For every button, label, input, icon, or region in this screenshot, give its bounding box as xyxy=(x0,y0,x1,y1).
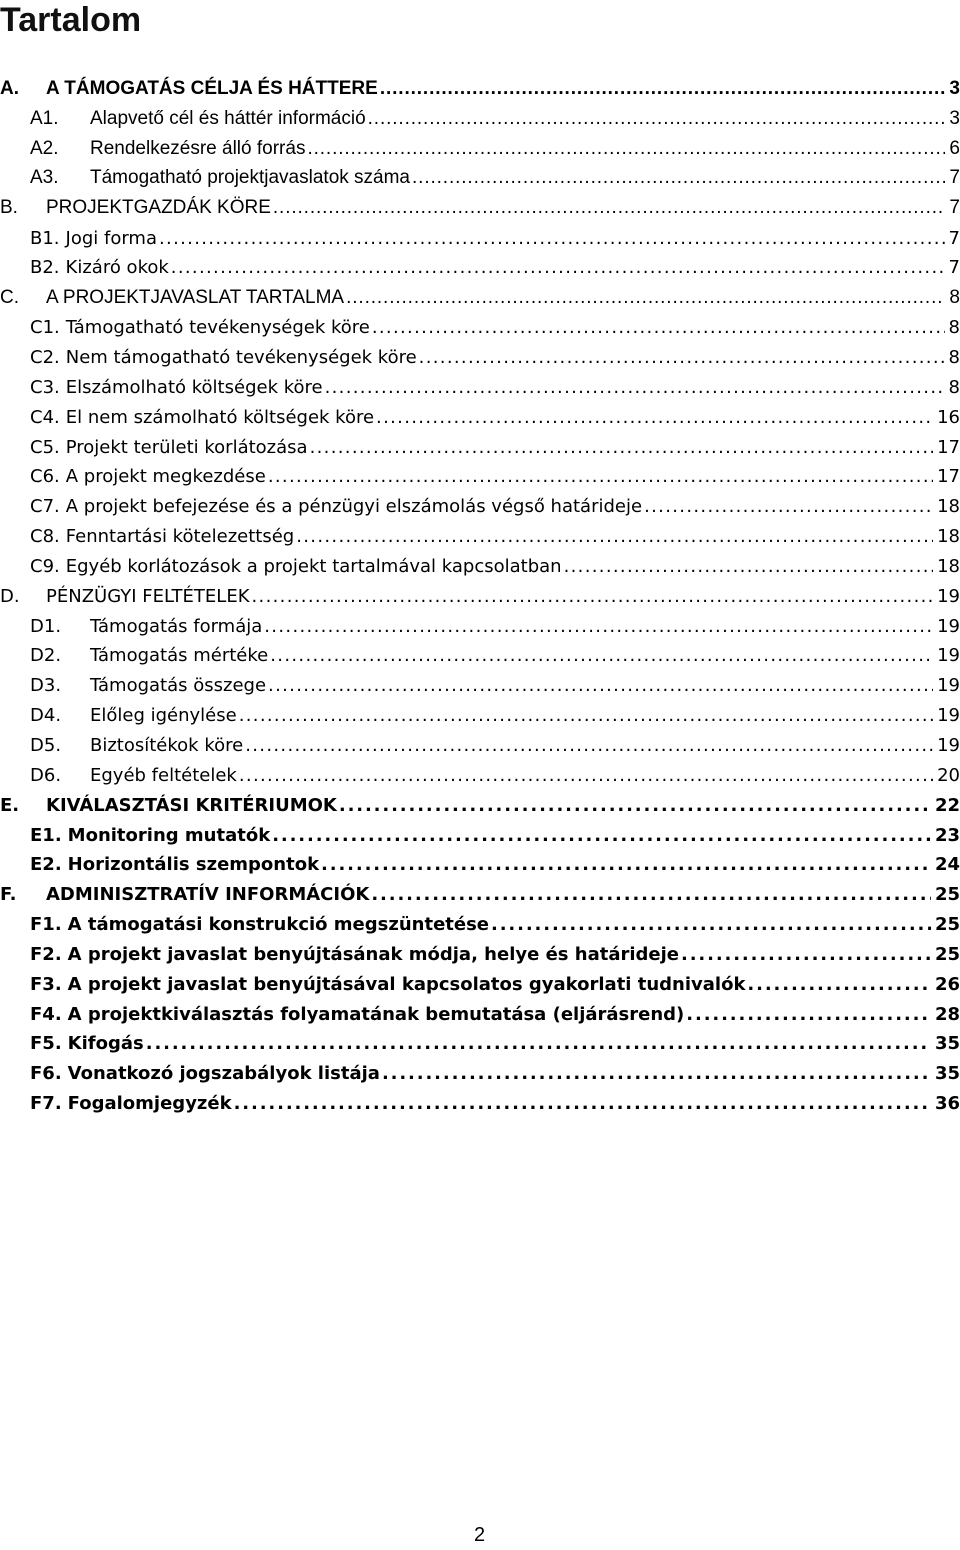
toc-entry-title: Vonatkozó jogszabályok listája xyxy=(67,1063,380,1085)
toc-entry-page: 3 xyxy=(949,77,960,99)
toc-entry-code: E. xyxy=(0,794,20,816)
toc-entry-page: 22 xyxy=(934,794,960,816)
toc-entry[interactable] xyxy=(0,731,960,761)
toc-entry-code: D5. xyxy=(30,734,62,756)
toc-entry-code: F3. xyxy=(30,973,62,995)
toc-entry-page: 8 xyxy=(948,347,960,369)
toc-entry-title: KIVÁLASZTÁSI KRITÉRIUMOK xyxy=(46,794,337,816)
toc-entry-page: 7 xyxy=(949,197,960,219)
toc-dot-leader xyxy=(412,167,945,189)
toc-entry-page: 28 xyxy=(934,1003,960,1025)
toc-entry-title: A projekt javaslat benyújtásának módja, helye és határideje xyxy=(67,943,679,965)
toc-dot-leader xyxy=(321,854,931,875)
toc-entry[interactable] xyxy=(0,760,960,790)
toc-entry[interactable] xyxy=(0,402,960,432)
toc-entry-title: A projektkiválasztás folyamatának bemutatása (eljárásrend) xyxy=(67,1003,685,1025)
toc-dot-leader xyxy=(325,377,945,398)
toc-entry-code: A1. xyxy=(30,107,59,129)
toc-entry-title: Biztosítékok köre xyxy=(90,734,244,756)
toc-entry-code: F6. xyxy=(30,1063,62,1085)
toc-dot-leader xyxy=(239,705,933,726)
toc-entry[interactable] xyxy=(0,372,960,402)
toc-dot-leader xyxy=(564,556,934,577)
toc-entry-title: Fogalomjegyzék xyxy=(67,1093,232,1115)
toc-entry-page: 7 xyxy=(948,257,960,279)
toc-entry-title: PROJEKTGAZDÁK KÖRE xyxy=(46,197,271,219)
toc-entry-title: Kifogás xyxy=(67,1033,144,1055)
toc-entry[interactable] xyxy=(0,790,960,820)
toc-entry-title: A projekt javaslat benyújtásával kapcsolatos gyakorlati tudnivalók xyxy=(67,973,746,995)
toc-entry-page: 25 xyxy=(934,943,960,965)
toc-entry-title: Támogatható projektjavaslatok száma xyxy=(90,167,410,189)
toc-entry[interactable] xyxy=(0,850,960,880)
toc-entry-code: C5. xyxy=(30,436,60,458)
toc-dot-leader xyxy=(380,78,946,100)
toc-entry-title: PÉNZÜGYI FELTÉTELEK xyxy=(46,585,250,607)
toc-dot-leader xyxy=(252,586,934,607)
toc-dot-leader xyxy=(272,825,931,846)
toc-entry[interactable] xyxy=(0,223,960,253)
toc-entry-page: 19 xyxy=(937,585,960,607)
toc-entry-page: 16 xyxy=(937,406,960,428)
toc-dot-leader xyxy=(268,675,933,696)
toc-entry[interactable] xyxy=(0,313,960,343)
toc-entry-page: 24 xyxy=(934,854,960,876)
toc-entry-page: 18 xyxy=(937,526,960,548)
toc-entry-page: 26 xyxy=(934,973,960,995)
toc-dot-leader xyxy=(382,1063,931,1084)
toc-entry[interactable] xyxy=(0,432,960,462)
toc-entry-title: A projekt megkezdése xyxy=(65,466,266,488)
toc-entry[interactable] xyxy=(0,1029,960,1059)
toc-entry[interactable] xyxy=(0,134,960,164)
toc-entry-code: D. xyxy=(0,585,20,607)
toc-entry[interactable] xyxy=(0,611,960,641)
toc-entry-code: C3. xyxy=(30,376,60,398)
toc-dot-leader xyxy=(368,108,946,130)
toc-entry-page: 19 xyxy=(937,675,960,697)
toc-entry-page: 8 xyxy=(948,317,960,339)
toc-entry-page: 17 xyxy=(937,466,960,488)
toc-dot-leader xyxy=(419,347,945,368)
toc-entry[interactable] xyxy=(0,939,960,969)
toc-entry-code: D4. xyxy=(30,705,62,727)
toc-entry-title: Nem támogatható tevékenységek köre xyxy=(65,347,417,369)
toc-entry-page: 35 xyxy=(934,1033,960,1055)
toc-entry-title: Támogatás formája xyxy=(90,615,263,637)
toc-entry-code: C9. xyxy=(30,555,60,577)
toc-entry[interactable] xyxy=(0,1059,960,1089)
toc-entry-code: B1. xyxy=(30,227,60,249)
toc-entry-code: A. xyxy=(0,77,19,99)
toc-dot-leader xyxy=(681,944,931,965)
toc-entry-title: Projekt területi korlátozása xyxy=(65,436,308,458)
toc-dot-leader xyxy=(264,616,933,637)
toc-dot-leader xyxy=(310,437,934,458)
toc-entry-page: 18 xyxy=(937,496,960,518)
toc-entry-page: 36 xyxy=(934,1093,960,1115)
toc-entry[interactable] xyxy=(0,999,960,1029)
toc-entry[interactable] xyxy=(0,641,960,671)
toc-entry-code: D1. xyxy=(30,615,62,637)
toc-dot-leader xyxy=(686,1004,931,1025)
toc-entry-code: C. xyxy=(0,286,19,308)
toc-dot-leader xyxy=(339,795,931,816)
toc-entry-code: F5. xyxy=(30,1033,62,1055)
toc-entry[interactable] xyxy=(0,522,960,552)
toc-dot-leader xyxy=(307,138,945,160)
toc-entry-code: A3. xyxy=(30,167,59,189)
toc-entry-code: F. xyxy=(0,884,17,906)
toc-entry-code: E2. xyxy=(30,854,62,876)
toc-dot-leader xyxy=(245,735,933,756)
toc-dot-leader xyxy=(296,526,933,547)
toc-entry-code: C6. xyxy=(30,466,60,488)
toc-entry-code: C2. xyxy=(30,347,60,369)
toc-entry-page: 25 xyxy=(934,884,960,906)
toc-entry-page: 23 xyxy=(934,824,960,846)
toc-entry-title: Horizontális szempontok xyxy=(67,854,320,876)
toc-dot-leader xyxy=(346,287,945,309)
toc-dot-leader xyxy=(234,1093,931,1114)
toc-entry[interactable] xyxy=(0,910,960,940)
toc-entry[interactable] xyxy=(0,880,960,910)
toc-entry-code: F7. xyxy=(30,1093,62,1115)
toc-dot-leader xyxy=(371,884,931,905)
toc-entry[interactable] xyxy=(0,820,960,850)
toc-dot-leader xyxy=(146,1033,931,1054)
toc-dot-leader xyxy=(372,317,945,338)
toc-entry-title: Elszámolható költségek köre xyxy=(65,376,323,398)
toc-entry-title: A támogatási konstrukció megszüntetése xyxy=(67,914,490,936)
toc-entry-title: A TÁMOGATÁS CÉLJA ÉS HÁTTERE xyxy=(46,77,378,99)
toc-entry-page: 19 xyxy=(937,705,960,727)
toc-entry-code: D2. xyxy=(30,645,62,667)
toc-entry[interactable] xyxy=(0,492,960,522)
toc-entry[interactable] xyxy=(0,74,960,104)
toc-entry-code: F2. xyxy=(30,943,62,965)
toc-entry-title: Egyéb korlátozások a projekt tartalmával kapcsolatban xyxy=(65,555,562,577)
toc-entry[interactable] xyxy=(0,701,960,731)
toc-entry-code: B. xyxy=(0,197,18,219)
toc-dot-leader xyxy=(376,407,933,428)
toc-entry-page: 7 xyxy=(949,167,960,189)
toc-entry-code: D3. xyxy=(30,675,62,697)
toc-entry-code: A2. xyxy=(30,137,59,159)
toc-dot-leader xyxy=(159,228,945,249)
toc-entry-page: 19 xyxy=(937,734,960,756)
toc-entry-page: 3 xyxy=(949,107,960,129)
toc-entry[interactable] xyxy=(0,462,960,492)
toc-dot-leader xyxy=(270,645,933,666)
toc-dot-leader xyxy=(644,496,933,517)
toc-entry[interactable] xyxy=(0,552,960,582)
toc-entry-title: Monitoring mutatók xyxy=(67,824,271,846)
toc-entry[interactable] xyxy=(0,253,960,283)
toc-entry-code: C7. xyxy=(30,496,60,518)
toc-entry-code: F4. xyxy=(30,1003,62,1025)
toc-entry-page: 35 xyxy=(934,1063,960,1085)
toc-entry[interactable] xyxy=(0,1089,960,1119)
toc-entry[interactable] xyxy=(0,104,960,134)
toc-entry-title: ADMINISZTRATÍV INFORMÁCIÓK xyxy=(46,884,370,906)
toc-entry-code: E1. xyxy=(30,824,62,846)
toc-entry-title: Egyéb feltételek xyxy=(90,764,237,786)
page-title: Tartalom xyxy=(0,1,142,39)
toc-entry-title: Támogatás összege xyxy=(90,675,267,697)
toc-entry[interactable] xyxy=(0,343,960,373)
toc-entry-page: 7 xyxy=(948,227,960,249)
toc-entry-title: Kizáró okok xyxy=(65,257,169,279)
toc-entry-title: Támogatás mértéke xyxy=(90,645,269,667)
toc-entry[interactable] xyxy=(0,581,960,611)
toc-entry-title: A PROJEKTJAVASLAT TARTALMA xyxy=(46,286,345,308)
toc-entry-page: 20 xyxy=(937,764,960,786)
toc-entry-code: C4. xyxy=(30,406,60,428)
toc-entry-page: 19 xyxy=(937,645,960,667)
toc-entry-code: C8. xyxy=(30,526,60,548)
toc-dot-leader xyxy=(171,257,945,278)
toc-entry-page: 8 xyxy=(948,376,960,398)
toc-entry-title: Jogi forma xyxy=(65,227,157,249)
toc-entry-code: D6. xyxy=(30,764,62,786)
toc-entry-code: F1. xyxy=(30,914,62,936)
toc-entry[interactable] xyxy=(0,164,960,194)
toc-dot-leader xyxy=(273,197,946,219)
toc-entry-page: 19 xyxy=(937,615,960,637)
toc-dot-leader xyxy=(239,765,933,786)
toc-entry-code: C1. xyxy=(30,317,60,339)
toc-entry-title: Támogatható tevékenységek köre xyxy=(65,317,370,339)
page-number: 2 xyxy=(474,1524,486,1546)
toc-entry[interactable] xyxy=(0,671,960,701)
toc-entry-title: Alapvető cél és háttér információ xyxy=(90,107,366,129)
toc-dot-leader xyxy=(268,466,933,487)
toc-entry-title: Fenntartási kötelezettség xyxy=(65,526,295,548)
toc-entry[interactable] xyxy=(0,969,960,999)
toc-entry[interactable] xyxy=(0,283,960,313)
table-of-contents xyxy=(0,74,960,1119)
toc-entry-title: A projekt befejezése és a pénzügyi elszámolás végső határideje xyxy=(65,496,643,518)
toc-entry-title: Előleg igénylése xyxy=(90,705,237,727)
toc-entry-page: 8 xyxy=(949,286,960,308)
toc-entry-code: B2. xyxy=(30,257,60,279)
toc-entry[interactable] xyxy=(0,193,960,223)
toc-entry-page: 25 xyxy=(934,914,960,936)
toc-entry-title: Rendelkezésre álló forrás xyxy=(90,137,306,159)
toc-entry-page: 18 xyxy=(937,555,960,577)
toc-entry-page: 17 xyxy=(937,436,960,458)
toc-dot-leader xyxy=(491,914,931,935)
toc-entry-title: El nem számolható költségek köre xyxy=(65,406,375,428)
toc-entry-page: 6 xyxy=(949,137,960,159)
toc-dot-leader xyxy=(747,974,931,995)
